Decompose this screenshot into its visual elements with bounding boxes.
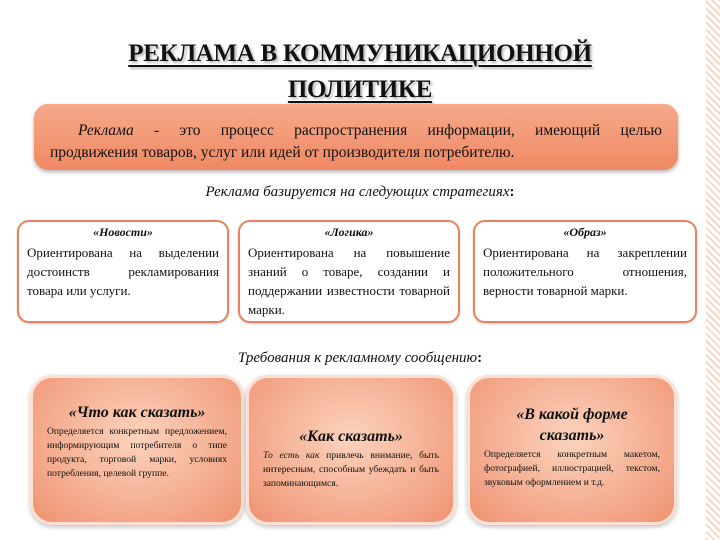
title-line-2: ПОЛИТИКЕ (287, 76, 433, 103)
strategy-description: Ориентирована на выделении достоинств рекламирования товара или услуги. (27, 245, 219, 298)
strategy-card-logic (238, 220, 460, 323)
requirement-card-form (467, 375, 677, 525)
strategy-name: «Новости» (93, 225, 153, 239)
definition-line-1 (50, 120, 662, 142)
requirement-name: «Что как сказать» (68, 404, 206, 421)
definition-box (34, 104, 678, 170)
strategy-description: Ориентирована на закреплении положительного отношения, верности товарной марки. (483, 245, 687, 298)
strategy-card-image (473, 220, 697, 323)
strategy-description: Ориентирована на повышение знаний о товаре, создании и поддержании известности товарной марки. (248, 245, 450, 317)
requirements-heading (0, 350, 720, 367)
strategies-heading (0, 184, 720, 201)
title-line-1: РЕКЛАМА В КОММУНИКАЦИОННОЙ (128, 40, 592, 67)
requirement-text: Определяется конкретным предложением, информирующим потребителя о типе продукта, торговой марки, условиях потребления, целевой группе. (47, 426, 227, 479)
requirement-text: привлечь внимание, быть интересным, способным убеждать и быть запоминающимся. (263, 450, 439, 489)
definition-term: Реклама (78, 122, 134, 139)
requirements-heading-colon: : (477, 350, 483, 366)
page-title (40, 36, 680, 108)
requirement-description (47, 425, 227, 481)
requirement-name: «В какой форме сказать» (516, 406, 628, 444)
strategy-name: «Образ» (563, 225, 607, 239)
strategy-card-news (17, 220, 229, 323)
requirement-card-how (246, 375, 456, 525)
requirements-heading-text: Требования к рекламному сообщению (237, 350, 478, 366)
strategies-heading-colon: : (509, 184, 515, 200)
strategy-name: «Логика» (324, 225, 374, 239)
strategies-heading-text: Реклама базируется на следующих стратегиях (205, 184, 510, 200)
decorative-stripes (706, 0, 720, 540)
requirement-text: Определяется конкретным макетом, фотографией, иллюстрацией, текстом, звуковым оформлением и т.д. (484, 449, 660, 488)
requirement-lead: То есть как (263, 450, 320, 461)
requirement-card-what (30, 375, 244, 525)
definition-text-1: - это процесс распространения информации, имеющий целью (154, 122, 663, 139)
requirement-description (263, 449, 439, 491)
requirement-name: «Как сказать» (299, 428, 403, 445)
requirement-description (484, 448, 660, 490)
definition-text-2: продвижения товаров, услуг или идей от производителя потребителю. (50, 144, 515, 161)
